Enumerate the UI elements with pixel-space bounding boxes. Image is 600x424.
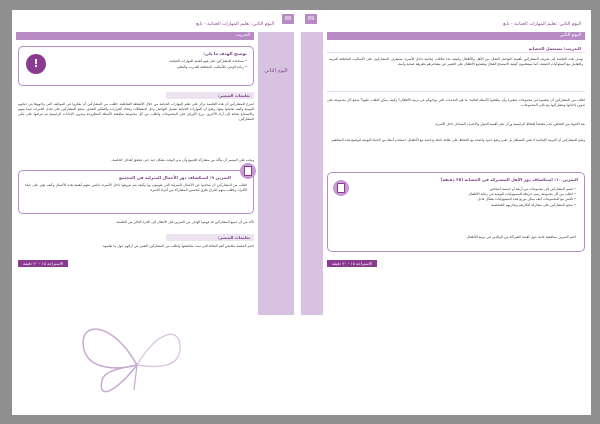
document-icon: [333, 180, 349, 196]
intro-heading: التدريب: يستعمل الحضانة: [528, 46, 581, 51]
page-number: 89: [305, 14, 317, 24]
exercise-list: [356, 187, 576, 208]
section-text-2: بعد الانتهاء من النقاش، قدم ملخصاً للنقاط الرئيسية وركز على أهمية الحوار والاحترام المتبادل داخل الأسرة.: [434, 122, 585, 126]
facilitator-heading-2: تعليمات الميسر:: [166, 234, 254, 241]
time-badge: الاستراحة ١٥ - ٢٠ دقيقة: [18, 260, 68, 267]
exercise-box: [18, 170, 254, 214]
exclamation-icon: !: [26, 54, 46, 74]
facilitator-text-3: اختم الجلسة بتلخيص أهم النقاط التي تمت مناقشتها واطلب من المشاركين التعبير عن آرائهم حول ما تعلموه.: [101, 244, 254, 248]
notes-box: [18, 46, 254, 86]
notes-title: توضيح الهدف ما يلي:: [203, 51, 247, 56]
right-page: [301, 10, 591, 415]
time-badge: الاستراحة ١٥ - ٢٠ دقيقة: [327, 260, 377, 267]
exercise-text: اطلب من المشاركين أن يتحدثوا عن الأعمال المنزلية التي يقومون بها وكيف يتم توزيعها داخل الأسرة. ناقش معهم أهمية هذه الأعمال وكيف تؤثر على حياة الأفراد، واطلب منهم اقتراح طرق لتحسين المشاركة بين أفراد الأسرة.: [25, 183, 247, 193]
running-head: اليوم الثاني: تعليم المهارات الحياتية - تابع: [196, 22, 274, 27]
facilitator-text: اشرح للمشاركين أن هذه الجلسة تركز على تعلم المهارات الحياتية من خلال الأنشطة التفاعلية. اطلب من المشاركين أن يفكروا في المواقف التي واجهوها في حياتهم اليومية وكيف تعاملوا معها. وضح أن المهارات الحياتية تشمل التواصل وحل المشكلات واتخاذ القرارات والتفكير النقدي. شجع المشاركين على تبادل الخبرات فيما بينهم والاستماع بعناية إلى آراء الآخرين. وزع الأوراق على المجموعات واطلب من كل مجموعة مناقشة الأسئلة المطروحة وتدوين الإجابات الرئيسية ثم عرضها على باقي المشاركين.: [18, 102, 254, 122]
page-number: 88: [282, 14, 294, 24]
intro-text: تهدف هذه الجلسة إلى تعريف المشاركين بأهمية التواصل الفعال بين الأهل والأطفال وكيفية بناء علاقات إيجابية داخل الأسرة. سيتعرف المشاركون على الأساليب المختلفة للتربية والتعامل مع السلوكيات الصعبة، كما سيتعلمون كيفية الاستماع الفعال وتشجيع الأطفال على التعبير عن مشاعرهم بطريقة صحية وآمنة.: [329, 57, 583, 67]
notes-line-1: • مساعدة المشاركين على فهم أهمية المهارات الحياتية.: [168, 59, 247, 63]
document-icon: [240, 163, 256, 179]
list-item: • اطلب من كل مجموعة رسم خريطة للمسؤوليات اليومية في رعاية الأطفال.: [356, 192, 576, 197]
exercise-closing: اختم التمرين بمناقشة عامة حول أهمية الشراكة بين الوالدين في تربية الأطفال.: [465, 235, 576, 239]
side-column: [301, 32, 323, 315]
running-head: اليوم الثاني: تعليم المهارات الحياتية - تابع: [503, 22, 581, 27]
facilitator-heading: تعليمات الميسر:: [166, 92, 254, 99]
butterfly-icon: [72, 310, 202, 410]
exercise-title: التمرين ١٠: استكشاف دور الأهل المشتركة في الحضانة (٣٥ دقيقة): [440, 177, 578, 182]
left-page: [12, 10, 302, 415]
section-text-3: وضح للمشاركين أن التربية الإيجابية لا تعني التساهل بل تعني وضع حدود واضحة مع الحفاظ على علاقة دافئة وداعمة مع الأطفال. استخدم أمثلة من الحياة اليومية لتوضيح هذه المفاهيم.: [330, 138, 585, 142]
list-item: • قسم المشاركين إلى مجموعات من أربعة أو خمسة أشخاص.: [356, 187, 576, 192]
list-item: • ناقش مع المجموعات كيف يمكن توزيع هذه المسؤوليات بشكل عادل.: [356, 197, 576, 202]
section-band: التدريب: [16, 32, 254, 40]
section-band: اليوم الثاني: [327, 32, 585, 40]
intro-box: [327, 52, 585, 92]
side-column: [258, 32, 294, 315]
closing-text: تأكد من أن جميع المشاركين قد فهموا الهدف من التمرين قبل الانتقال إلى الجزء التالي من الجلسة.: [115, 220, 254, 224]
exercise-box: [327, 172, 585, 252]
facilitator-text-2: ويجب على الميسر أن يتأكد من مشاركة الجميع وأن يدير الوقت بشكل جيد حتى تتحقق أهداف الجلسة.: [111, 158, 254, 162]
exercise-title: التمرين ٩: استكشاف دور الأعمال المنزلية في المجتمع: [118, 175, 231, 180]
section-text: اطلب من المشاركين أن يجلسوا في مجموعات صغيرة وأن يناقشوا الأسئلة التالية: ما هي التحديات التي تواجهكم في تربية الأطفال؟ وكيف يمكن التغلب عليها؟ شجع كل مجموعة على تدوين إجاباتها ومشاركتها مع باقي المجموعات.: [327, 98, 585, 108]
side-label: اليوم الثاني: [264, 68, 288, 74]
list-item: • شجع المشاركين على مشاركة أفكارهم وتجاربهم الشخصية.: [356, 203, 576, 208]
notes-line-2: • زيادة الوعي بالأساليب المختلفة للتدريب والتعلم.: [176, 65, 247, 69]
